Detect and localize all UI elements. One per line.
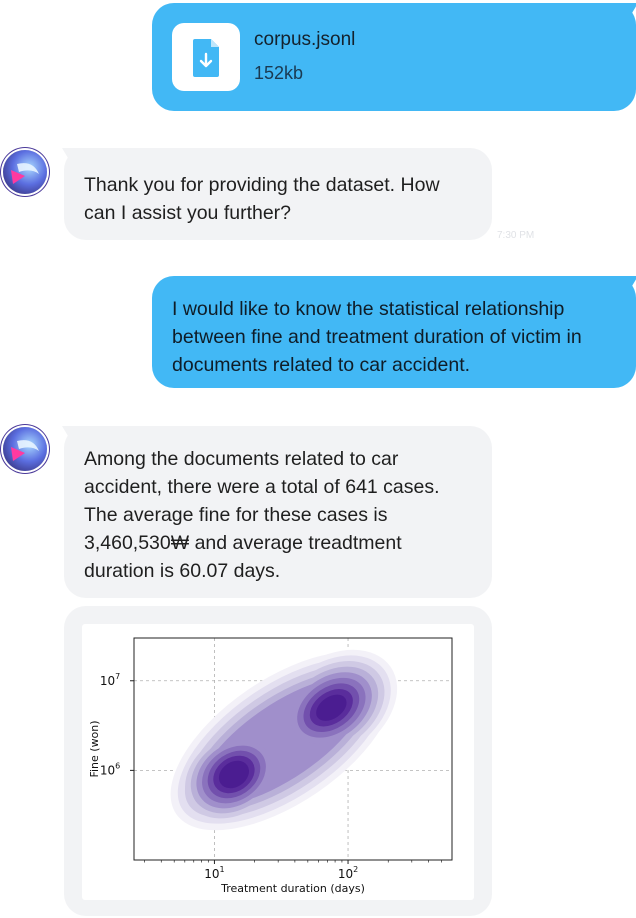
- file-message-bubble[interactable]: [152, 3, 636, 111]
- x-tick-label: $10^1$: [204, 865, 225, 881]
- bubble-tail: [612, 276, 636, 302]
- y-tick-label: $10^6$: [99, 761, 121, 778]
- chart-panel: [82, 624, 474, 900]
- assistant-logo-icon: [3, 150, 47, 194]
- assistant-message-bubble: [64, 148, 492, 240]
- x-axis-label: Treatment duration (days): [221, 882, 365, 895]
- file-name[interactable]: corpus.jsonl: [254, 29, 356, 50]
- assistant-message-bubble: [64, 426, 492, 598]
- assistant-avatar-icon: [3, 150, 47, 194]
- user-message-bubble: [152, 276, 636, 388]
- y-tick-label: $10^7$: [99, 671, 121, 688]
- chart-message-bubble: [64, 606, 492, 916]
- message-line: duration is 60.07 days.: [84, 560, 281, 582]
- x-tick-label: $10^2$: [337, 865, 359, 881]
- assistant-logo-icon: [3, 427, 47, 471]
- bubble-tail: [612, 3, 636, 29]
- message-line: can I assist you further?: [84, 202, 292, 224]
- message-line: between fine and treatment duration of victim in: [172, 326, 582, 348]
- y-axis-label: Fine (won): [88, 720, 101, 778]
- message-line: Among the documents related to car: [84, 448, 399, 470]
- file-card[interactable]: [172, 23, 240, 91]
- density-contours: [141, 624, 424, 865]
- assistant-message-text: [84, 171, 440, 227]
- message-timestamp: 7:30 PM: [497, 230, 535, 241]
- message-line: documents related to car accident.: [172, 354, 471, 376]
- message-line: accident, there were a total of 641 cases.: [84, 476, 440, 498]
- assistant-avatar-icon: [3, 427, 47, 471]
- assistant-message-text: [84, 445, 440, 585]
- message-line: 3,460,530₩ and average treadtment: [84, 532, 402, 554]
- kde-chart: [82, 624, 474, 900]
- file-size: 152kb: [254, 63, 304, 83]
- user-message-text: [172, 295, 582, 379]
- file-download-icon: [172, 23, 240, 91]
- message-line: Thank you for providing the dataset. How: [84, 174, 440, 196]
- message-line: I would like to know the statistical relationship: [172, 298, 565, 320]
- message-line: The average fine for these cases is: [84, 504, 388, 526]
